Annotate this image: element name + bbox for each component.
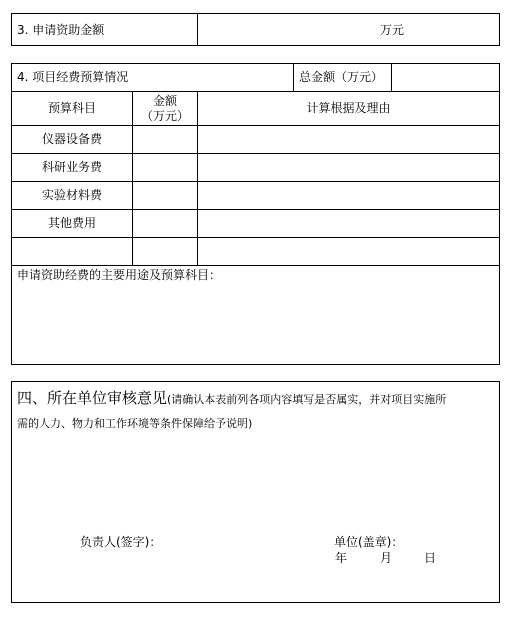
budget-total-label: 总金额（万元） (299, 70, 384, 84)
budget-section-title: 4. 项目经费预算情况 (17, 70, 129, 84)
budget-usage-textarea[interactable] (12, 284, 499, 364)
budget-row-basis-input[interactable] (198, 210, 499, 237)
budget-row-amount-input[interactable] (133, 154, 197, 181)
budget-row-basis-input[interactable] (198, 154, 499, 181)
budget-row-item: 其他费用 (47, 216, 96, 230)
col-header-item: 预算科目 (47, 101, 96, 115)
budget-row-amount-input[interactable] (133, 126, 197, 153)
budget-row-item: 仪器设备费 (41, 132, 102, 146)
date-day-label: 日 (424, 551, 437, 565)
budget-row-item-input[interactable] (12, 238, 132, 265)
budget-row-basis-input[interactable] (198, 182, 499, 209)
budget-usage-label: 申请资助经费的主要用途及预算科目： (17, 268, 222, 282)
unit-review-heading: 四、所在单位审核意见 (17, 389, 168, 407)
col-header-basis: 计算根据及理由 (306, 101, 391, 115)
budget-row-amount-input[interactable] (133, 210, 197, 237)
signer-label: 负责人(签字)： (80, 535, 162, 549)
unit-seal-field[interactable] (420, 530, 495, 552)
budget-total-input[interactable] (392, 64, 499, 91)
funding-amount-input[interactable] (198, 14, 378, 45)
unit-review-note: (请确认本表前列各项内容填写是否属实，并对项目实施所 (167, 393, 447, 406)
budget-row-basis-input[interactable] (198, 126, 499, 153)
unit-seal-label: 单位(盖章)： (334, 535, 404, 549)
date-year-label: 年 (335, 551, 348, 565)
budget-row-amount-input[interactable] (133, 238, 197, 265)
signer-signature-field[interactable] (170, 530, 290, 552)
funding-amount-unit: 万元 (380, 23, 405, 37)
unit-review-note-line2: 需的人力、物力和工作环境等条件保障给予说明) (17, 417, 253, 430)
unit-review-title (17, 390, 446, 408)
budget-row-item: 科研业务费 (41, 160, 102, 174)
budget-row-amount-input[interactable] (133, 182, 197, 209)
col-header-amount-unit: （万元） (140, 109, 189, 123)
date-month-label: 月 (380, 551, 393, 565)
unit-review-textarea[interactable] (12, 434, 499, 529)
budget-row-item: 实验材料费 (41, 188, 102, 202)
budget-row-basis-input[interactable] (198, 238, 499, 265)
funding-amount-label: 3. 申请资助金额 (17, 23, 105, 37)
budget-row-line-5 (11, 265, 500, 266)
budget-title-divider (293, 63, 294, 91)
col-header-amount: 金额 (152, 94, 177, 108)
budget-header-bottom-line (11, 91, 500, 92)
